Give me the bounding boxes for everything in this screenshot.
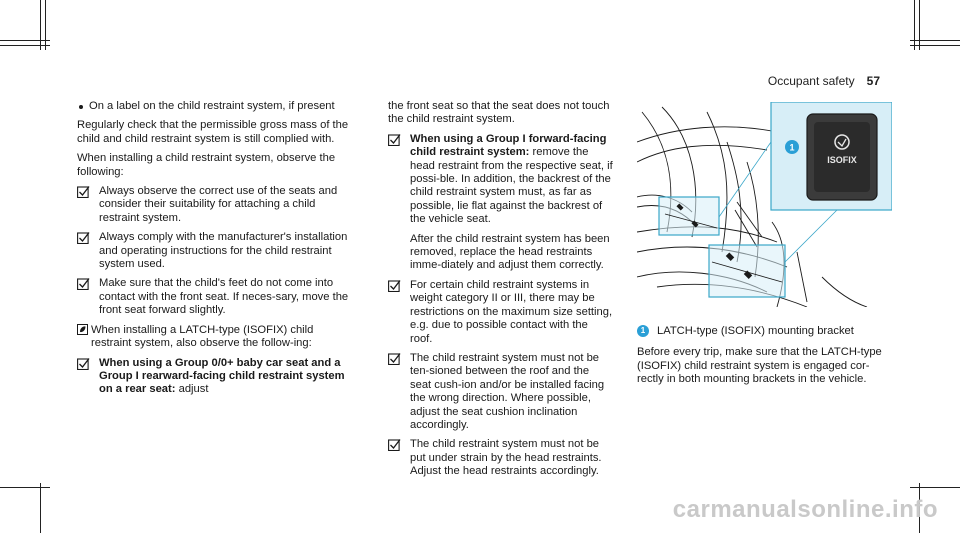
- rear-seat-drawing: [637, 102, 892, 307]
- checklist-item: [388, 352, 613, 432]
- section-title: Occupant safety: [767, 74, 855, 88]
- checklist-item: [77, 277, 349, 317]
- checklist-text: For certain child restraint systems in weight category II or III, there may be restrictions on the maximum size setting, e.g. due to possible contact with the roof.: [410, 278, 613, 345]
- bullet-item: [77, 100, 349, 113]
- checklist-text: The child restraint system must not be ten-sioned between the roof and the seat cush-ion and/or be installed facing the wrong direction. Where possible, adjust the seat cushion inclination accordingly.: [410, 351, 605, 431]
- checklist-item: [77, 231, 349, 271]
- checkbox-tick-icon: [77, 277, 90, 290]
- page-header: [768, 74, 880, 88]
- crop-mark: [0, 45, 50, 46]
- checkbox-tick-icon: [388, 352, 401, 365]
- note-text: When installing a LATCH-type (ISOFIX) child restraint system, also observe the follow-ing:: [91, 323, 314, 350]
- crop-mark: [910, 40, 960, 41]
- checklist-text: Always comply with the manufacturer's installation and operating instructions for the child restraint system used.: [99, 231, 348, 271]
- checklist-text: remove the head restraint from the respective seat, if possi-ble. In addition, the backrest of the child restraint system must, as far as possible, lie flat against the backrest of the vehicle seat.: [410, 146, 613, 226]
- isofix-illustration: [637, 102, 892, 307]
- callout-legend: [637, 325, 892, 338]
- watermark: carmanualsonline.info: [672, 496, 938, 523]
- page-number: 57: [866, 74, 880, 88]
- crop-mark: [40, 483, 41, 533]
- crop-mark: [0, 40, 50, 41]
- text-column-3: [637, 325, 892, 393]
- checkbox-tick-icon: [388, 438, 401, 451]
- crop-mark: [914, 0, 915, 50]
- checklist-text: The child restraint system must not be put under strain by the head restraints. Adjust the head restraints accordingly.: [410, 438, 602, 478]
- checklist-item: [77, 357, 349, 397]
- bullet-text: On a label on the child restraint system, if present: [89, 100, 335, 112]
- paragraph: When installing a child restraint system, observe the following:: [77, 152, 336, 178]
- checkbox-tick-icon: [388, 279, 401, 292]
- callout-text: LATCH-type (ISOFIX) mounting bracket: [657, 325, 854, 337]
- checkbox-tick-icon: [77, 231, 90, 244]
- environment-note-icon: [77, 324, 88, 335]
- note-item: [77, 324, 349, 351]
- checklist-item: [77, 185, 349, 225]
- text-column-1: [77, 100, 349, 403]
- checkbox-tick-icon: [77, 185, 90, 198]
- isofix-badge-label: ISOFIX: [827, 155, 857, 165]
- checkbox-tick-icon: [77, 357, 90, 370]
- checkbox-tick-icon: [388, 133, 401, 146]
- checklist-text: Make sure that the child's feet do not come into contact with the front seat. If neces-sary, move the front seat forward slightly.: [99, 277, 349, 317]
- checklist-text: Always observe the correct use of the seats and consider their suitability for attaching a child restraint system.: [99, 185, 338, 224]
- paragraph: the front seat so that the seat does not touch the child restraint system.: [388, 100, 610, 126]
- text-column-2: [388, 100, 613, 485]
- paragraph: After the child restraint system has been removed, replace the head restraints imme-diately and adjust them correctly.: [410, 232, 610, 272]
- paragraph: Regularly check that the permissible gross mass of the child and child restraint system is still complied with.: [77, 119, 349, 145]
- checklist-item: [388, 133, 613, 273]
- paragraph: Before every trip, make sure that the LATCH-type (ISOFIX) child restraint system is engaged cor-rectly in both mounting brackets in the vehicle.: [637, 346, 882, 386]
- callout-number: 1: [637, 325, 649, 337]
- callout-marker: 1: [789, 142, 795, 153]
- checklist-item: [388, 279, 613, 346]
- checklist-text-bold: When using a Group I forward-facing child restraint system:: [410, 132, 607, 159]
- crop-mark: [0, 487, 50, 488]
- crop-mark: [919, 0, 920, 50]
- checklist-item: [388, 438, 613, 478]
- crop-mark: [45, 0, 46, 50]
- crop-mark: [910, 487, 960, 488]
- crop-mark: [40, 0, 41, 50]
- crop-mark: [910, 45, 960, 46]
- checklist-text: adjust: [175, 383, 209, 396]
- checklist-text-bold: When using a Group 0/0+ baby car seat and a Group I rearward-facing child restraint system on a rear seat:: [99, 356, 345, 396]
